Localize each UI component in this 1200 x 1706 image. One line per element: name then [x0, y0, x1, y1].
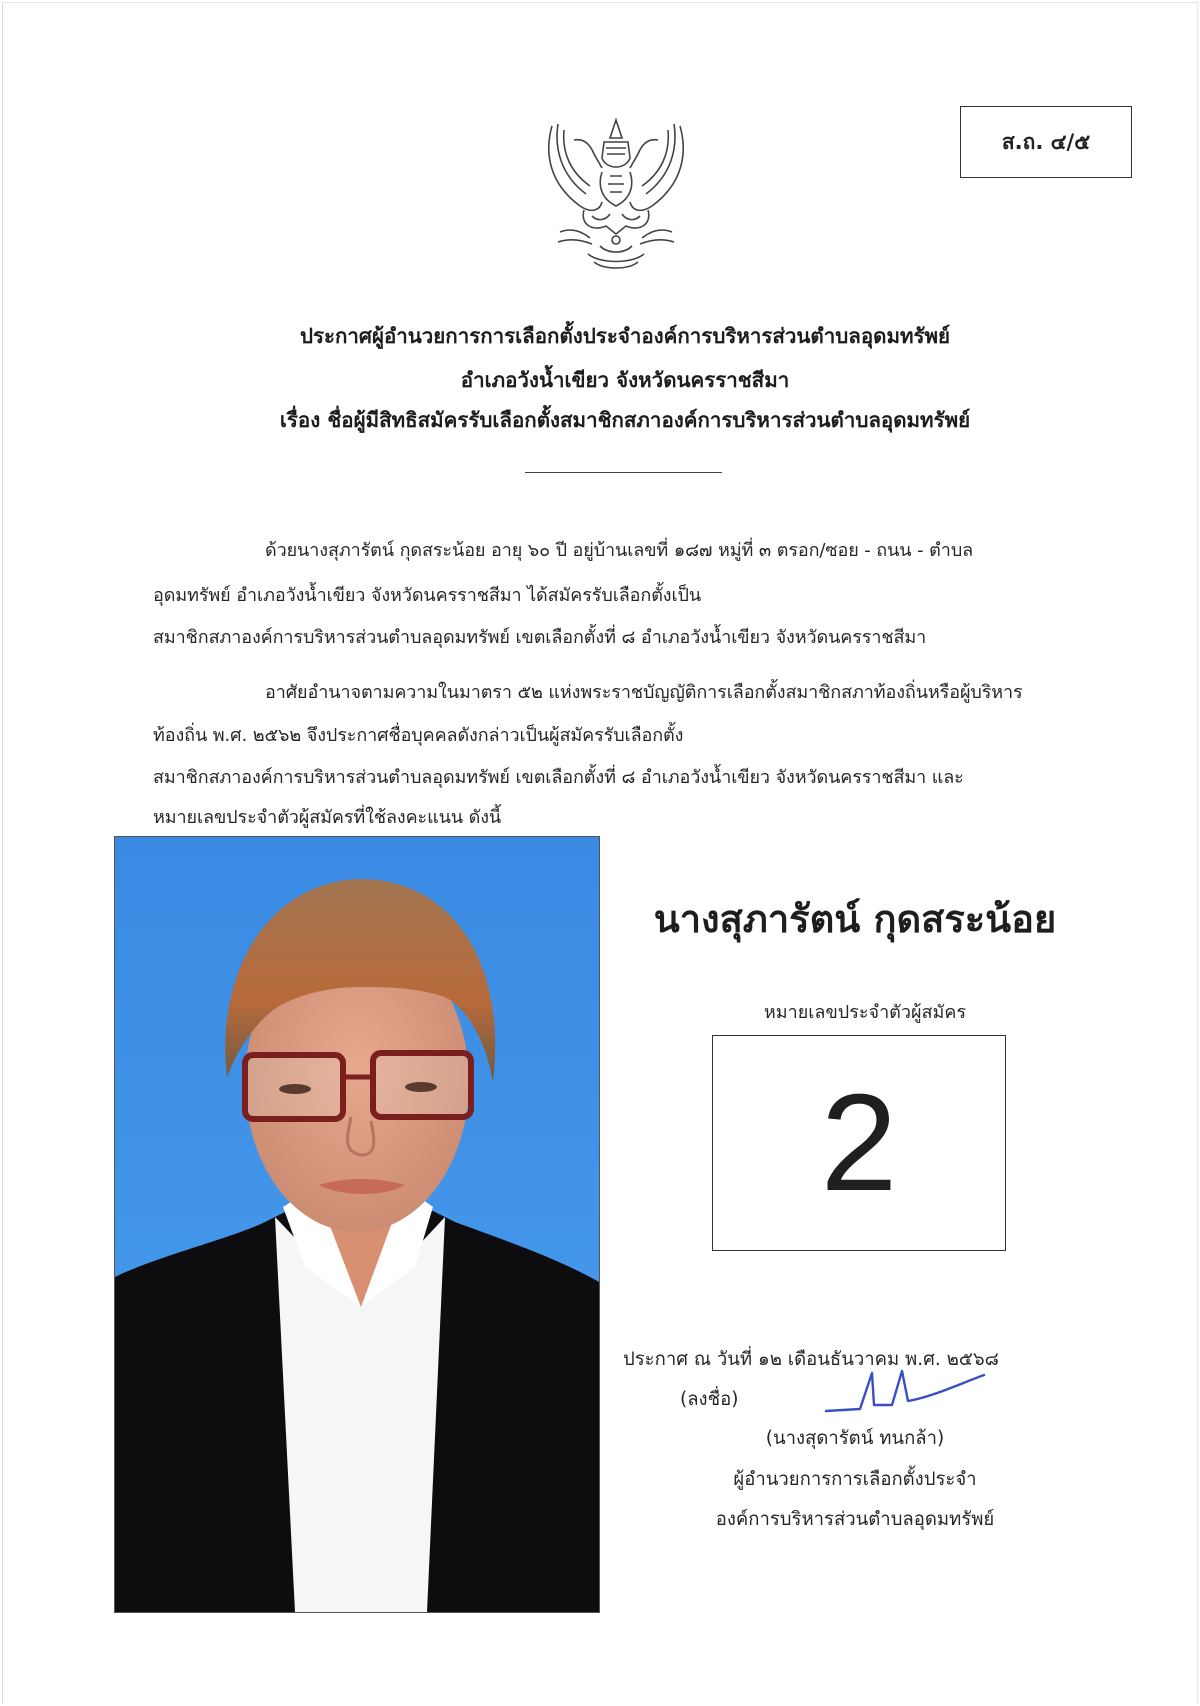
title-line-1: ประกาศผู้อำนวยการการเลือกตั้งประจำองค์การบริหารส่วนตำบลอุดมทรัพย์ — [299, 324, 951, 348]
sign-label: (ลงชื่อ) — [680, 1389, 739, 1410]
title-line-2: อำเภอวังน้ำเขียว จังหวัดนครราชสีมา — [460, 368, 790, 392]
signer-position-line-1: ผู้อำนวยการการเลือกตั้งประจำ — [733, 1469, 977, 1490]
candidate-name: นางสุภารัตน์ กุดสระน้อย — [653, 897, 1057, 941]
candidate-number-label: หมายเลขประจำตัวผู้สมัคร — [763, 1002, 967, 1023]
form-code-box — [960, 106, 1132, 178]
paragraph-1-line-3: สมาชิกสภาองค์การบริหารส่วนตำบลอุดมทรัพย์ เขตเลือกตั้งที่ ๘ อำเภอวังน้ำเขียว จังหวัดนครราชสีมา — [153, 627, 927, 648]
garuda-emblem-icon — [540, 114, 692, 274]
paragraph-1-line-1: ด้วยนางสุภารัตน์ กุดสระน้อย อายุ ๖๐ ปี อยู่บ้านเลขที่ ๑๘๗ หมู่ที่ ๓ ตรอก/ซอย - ถนน - ตำบล — [265, 540, 974, 561]
title-line-3: เรื่อง ชื่อผู้มีสิทธิสมัครรับเลือกตั้งสมาชิกสภาองค์การบริหารส่วนตำบลอุดมทรัพย์ — [279, 408, 971, 432]
paragraph-2-line-1: อาศัยอำนาจตามความในมาตรา ๕๒ แห่งพระราชบัญญัติการเลือกตั้งสมาชิกสภาท้องถิ่นหรือผู้บริหาร — [265, 682, 1023, 703]
paragraph-1-line-2: อุดมทรัพย์ อำเภอวังน้ำเขียว จังหวัดนครราชสีมา ได้สมัครรับเลือกตั้งเป็น — [153, 585, 702, 606]
paragraph-2-line-3: สมาชิกสภาองค์การบริหารส่วนตำบลอุดมทรัพย์ เขตเลือกตั้งที่ ๘ อำเภอวังน้ำเขียว จังหวัดนครราชสีมา และ — [153, 767, 964, 788]
signer-position-line-2: องค์การบริหารส่วนตำบลอุดมทรัพย์ — [715, 1509, 995, 1530]
paragraph-2-line-2: ท้องถิ่น พ.ศ. ๒๕๖๒ จึงประกาศชื่อบุคคลดังกล่าวเป็นผู้สมัครรับเลือกตั้ง — [153, 725, 684, 746]
title-divider — [525, 472, 722, 473]
signature-icon — [822, 1365, 992, 1415]
candidate-number: 2 — [820, 1066, 898, 1220]
candidate-number-box — [712, 1035, 1006, 1251]
candidate-photo — [114, 836, 600, 1613]
form-code: ส.ถ. ๔/๕ — [1001, 129, 1091, 154]
signer-name: (นางสุดารัตน์ ทนกล้า) — [765, 1428, 945, 1449]
announcement-date: ประกาศ ณ วันที่ ๑๒ เดือนธันวาคม พ.ศ. ๒๕๖๘ — [623, 1349, 999, 1370]
paragraph-2-line-4: หมายเลขประจำตัวผู้สมัครที่ใช้ลงคะแนน ดังนี้ — [153, 807, 502, 828]
